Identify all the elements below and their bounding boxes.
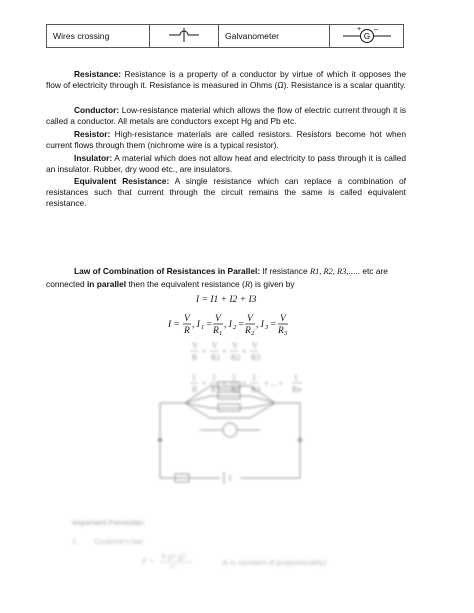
definition-text: A material which does not allow heat and electricity to pass through it is called an insulator. Rubber, dry wood etc., are insulators. [46, 153, 406, 175]
svg-text:V: V [252, 341, 258, 350]
svg-text:V: V [232, 341, 238, 350]
galvanometer-symbol [330, 25, 404, 48]
definition-resistor [46, 129, 406, 151]
definition-resistance [46, 69, 406, 91]
equivalent-r: R [244, 280, 250, 289]
term: Resistor: [74, 129, 111, 139]
definition-insulator [46, 153, 406, 175]
definition-conductor [46, 105, 406, 127]
law-text: ) is given by [249, 279, 295, 289]
svg-text:+ ... +: + ... + [264, 379, 284, 388]
svg-text:+: + [242, 379, 247, 388]
law-text: If resistance [260, 266, 310, 276]
term: Equivalent Resistance: [74, 176, 170, 186]
svg-text:=: = [202, 379, 207, 388]
law-heading: Law of Combination of Resistances in Parallel: [74, 266, 261, 276]
svg-text:+: + [242, 347, 247, 356]
galvanometer-icon [341, 26, 393, 44]
parallel-circuit-diagram [140, 378, 320, 493]
svg-text:1: 1 [232, 373, 236, 382]
svg-text:1: 1 [294, 373, 298, 382]
svg-text:R: R [213, 326, 219, 336]
svg-text:R1: R1 [211, 353, 221, 362]
definition-text: Low-resistance material which allows the flow of electric current through it is called a conductor. All metals are conductors except Hg and Pb etc. [46, 105, 406, 127]
equation-current-sum: I = I1 + I2 + I3 [196, 295, 257, 305]
svg-text:R3: R3 [251, 353, 261, 362]
faint-item-number: 1. [72, 537, 79, 546]
svg-text:, I: , I [192, 320, 200, 330]
svg-text:=: = [206, 320, 213, 330]
faint-item-text: Coulomb's law [94, 537, 143, 546]
svg-text:R: R [245, 326, 251, 336]
table-cell-label: Wires crossing [47, 25, 150, 48]
galvanometer-letter: G [363, 32, 370, 41]
svg-text:F =: F = [142, 557, 155, 566]
svg-text:, I: , I [256, 320, 264, 330]
svg-text:R2: R2 [231, 385, 241, 394]
faint-heading: Important Formulae: [72, 518, 145, 527]
wires-crossing-symbol [150, 25, 219, 48]
svg-text:2: 2 [233, 324, 237, 331]
svg-text:1: 1 [252, 373, 256, 382]
svg-text:V: V [247, 314, 253, 324]
svg-text:R: R [192, 353, 198, 362]
wires-crossing-icon [167, 27, 201, 43]
svg-text:I =: I = [168, 320, 180, 330]
equation-ohm-fractions [166, 310, 306, 340]
table-cell-label: Galvanometer [219, 25, 330, 48]
svg-text:1: 1 [219, 330, 223, 337]
svg-text:k q1 q2: k q1 q2 [162, 552, 186, 561]
svg-text:R2: R2 [231, 353, 241, 362]
svg-text:3: 3 [265, 324, 269, 331]
galvanometer-plus: + [356, 26, 361, 33]
svg-text:Rn: Rn [292, 385, 302, 394]
svg-text:V: V [212, 341, 218, 350]
svg-text:R1: R1 [211, 385, 221, 394]
law-text: then the equivalent resistance ( [126, 279, 245, 289]
svg-text:=: = [238, 320, 245, 330]
svg-text:V: V [184, 314, 190, 324]
svg-text:V: V [215, 314, 221, 324]
svg-text:R: R [184, 326, 190, 336]
svg-text:R: R [278, 326, 284, 336]
svg-text:2: 2 [251, 330, 255, 337]
svg-text:=: = [270, 320, 277, 330]
svg-text:3: 3 [284, 330, 288, 337]
svg-text:+: + [222, 347, 227, 356]
law-parallel-paragraph [46, 265, 408, 291]
svg-text:, I: , I [224, 320, 232, 330]
svg-text:1: 1 [212, 373, 216, 382]
law-bold: in parallel [86, 279, 127, 289]
symbol-table [46, 24, 404, 48]
svg-text:r²: r² [170, 562, 176, 570]
term: Resistance: [74, 69, 122, 79]
law-text: ..... etc are connected [46, 266, 388, 289]
svg-text:=: = [202, 347, 207, 356]
faint-formula-note: (k is constant of proportionality) [222, 558, 327, 567]
term: Insulator: [74, 153, 113, 163]
svg-text:R3: R3 [251, 385, 261, 394]
galvanometer-minus: – [373, 26, 378, 33]
term: Conductor: [74, 105, 120, 115]
svg-text:R: R [192, 385, 198, 394]
svg-text:+: + [222, 379, 227, 388]
definition-equivalent-resistance [46, 176, 406, 210]
definition-text: High-resistance materials are called resistors. Resistors become hot when current flows through them (nichrome wire is a typical resistor). [46, 129, 406, 151]
svg-text:V: V [192, 341, 198, 350]
svg-text:1: 1 [192, 373, 196, 382]
resistor-list: R1, R2, R3, [309, 267, 349, 276]
table-row [47, 25, 404, 48]
definition-text: A single resistance which can replace a combination of resistances such that current through the circuit remains the same is called equivalent resistance. [46, 176, 406, 209]
faint-formula [140, 552, 210, 570]
svg-text:V: V [280, 314, 286, 324]
svg-text:1: 1 [201, 324, 205, 331]
definition-text: Resistance is a property of a conductor by virtue of which it opposes the flow of electricity through it. Resistance is measured in Ohms (Ω). Resistance is a scalar quantity. [46, 69, 406, 91]
